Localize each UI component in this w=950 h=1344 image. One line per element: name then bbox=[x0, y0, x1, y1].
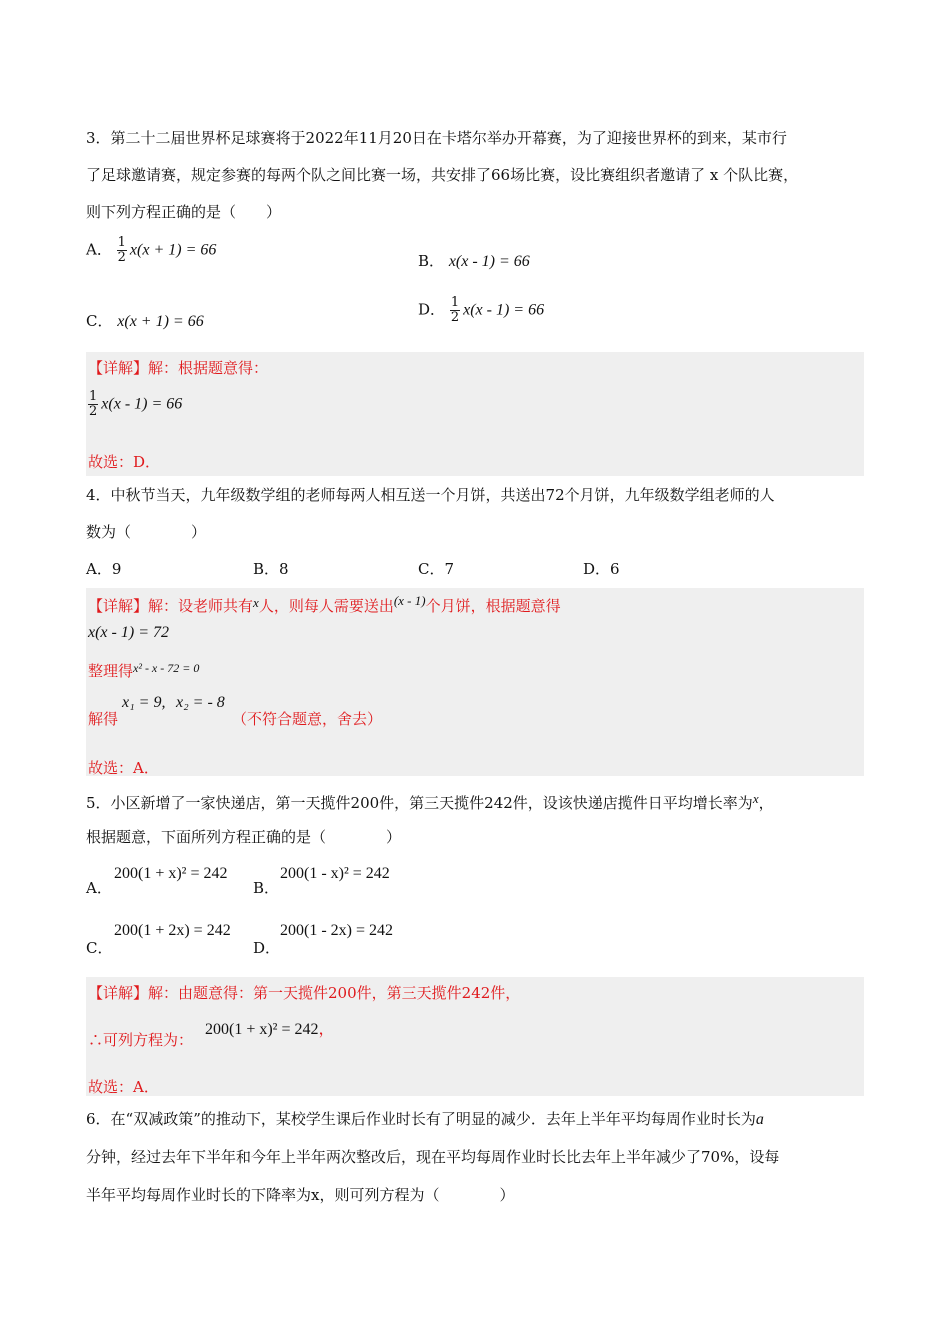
q5-option-d-label[interactable]: D． bbox=[253, 939, 281, 957]
q3-option-d[interactable] bbox=[418, 296, 544, 325]
q5-option-c-expression[interactable]: 200(1 + 2x) = 242 bbox=[114, 922, 231, 939]
q4-option-c[interactable]: C．7 bbox=[418, 560, 455, 578]
q6-stem-line3: 半年平均每周作业时长的下降率为x，则可列方程为（ ） bbox=[86, 1186, 515, 1204]
q4-root-2: x₂ = - 8 bbox=[176, 694, 225, 711]
q4-answer: 故选：A． bbox=[88, 759, 159, 777]
q5-answer: 故选：A． bbox=[88, 1078, 159, 1096]
option-label: B． bbox=[418, 252, 445, 270]
option-expression: x(x + 1) = 66 bbox=[129, 241, 217, 259]
q5-option-b-label[interactable]: B． bbox=[253, 879, 280, 897]
q5-detail-line-2: ∴可列方程为： bbox=[88, 1031, 194, 1049]
fraction: $\frac{1}{2}$ bbox=[450, 295, 460, 325]
q3-stem-line1: 3．第二十二届世界杯足球赛将于2022年11月20日在卡塔尔举办开幕赛，为了迎接世界杯的到来，某市行 bbox=[86, 129, 787, 147]
option-expression: x(x - 1) = 66 bbox=[463, 301, 545, 319]
q5-stem-line1: 5．小区新增了一家快递店，第一天揽件200件，第三天揽件242件，设该快递店揽件日平均增长率为x， bbox=[86, 791, 774, 812]
q4-option-a[interactable]: A．9 bbox=[86, 560, 122, 578]
q5-option-a-label[interactable]: A． bbox=[86, 879, 112, 897]
q5-stem-line2: 根据题意，下面所列方程正确的是（ ） bbox=[86, 828, 402, 846]
detail-tag: 【详解】 bbox=[88, 984, 149, 1002]
detail-tag: 【详解】 bbox=[88, 359, 149, 377]
q5-option-a-expression[interactable]: 200(1 + x)² = 242 bbox=[114, 865, 228, 882]
q4-option-d[interactable]: D．6 bbox=[583, 560, 620, 578]
detail-text: 解：根据题意得： bbox=[148, 359, 269, 377]
q5-option-d-expression[interactable]: 200(1 - 2x) = 242 bbox=[280, 922, 394, 939]
q4-stem-line1: 4．中秋节当天，九年级数学组的老师每两人相互送一个月饼，共送出72个月饼，九年级数学组老师的人 bbox=[86, 486, 775, 504]
q3-detail-line bbox=[88, 357, 268, 378]
option-label: A． bbox=[86, 240, 112, 259]
q3-option-b[interactable] bbox=[418, 250, 530, 271]
q3-option-a[interactable] bbox=[86, 236, 216, 265]
q5-detail-line: 【详解】解：由题意得：第一天揽件200件，第三天揽件242件， bbox=[88, 984, 521, 1002]
q5-detail-equation: 200(1 + x)² = 242， bbox=[205, 1021, 335, 1038]
fraction: $\frac{1}{2}$ bbox=[117, 235, 126, 265]
q4-solution-box bbox=[86, 588, 864, 776]
q4-stem-line2: 数为（ ） bbox=[86, 523, 207, 541]
option-expression: x(x - 1) = 66 bbox=[448, 253, 530, 270]
option-label: D． bbox=[418, 300, 446, 319]
q4-equation-1: x(x - 1) = 72 bbox=[88, 624, 169, 641]
option-expression: x(x + 1) = 66 bbox=[117, 313, 204, 330]
q6-stem-line1: 6．在“双减政策”的推动下，某校学生课后作业时长有了明显的减少．去年上半年平均每周作业时长为a bbox=[86, 1110, 764, 1128]
q4-root-1: x₁ = 9, bbox=[122, 694, 166, 711]
q4-rejection-note: （不符合题意，舍去） bbox=[232, 710, 383, 728]
option-label: C． bbox=[86, 312, 113, 330]
q4-detail-line: 【详解】解：设老师共有x人，则每人需要送出(x - 1)个月饼，根据题意得 bbox=[88, 593, 561, 615]
q5-option-b-expression[interactable]: 200(1 - x)² = 242 bbox=[280, 865, 390, 882]
q4-equation-3-line: 解得 bbox=[88, 710, 119, 728]
q6-stem-line2: 分钟，经过去年下半年和今年上半年两次整改后，现在平均每周作业时长比去年上半年减少了70%，设每 bbox=[86, 1148, 780, 1166]
q3-detail-equation: $\frac{1}{2}$ x(x - 1) = 66 bbox=[89, 389, 183, 419]
q3-stem-line3: 则下列方程正确的是（ ） bbox=[86, 203, 282, 221]
detail-tag: 【详解】 bbox=[88, 597, 149, 615]
q3-stem-line2: 了足球邀请赛，规定参赛的每两个队之间比赛一场，共安排了66场比赛，设比赛组织者邀请了 x 个队比赛， bbox=[86, 166, 799, 184]
q5-option-c-label[interactable]: C． bbox=[86, 939, 113, 957]
fraction: $\frac{1}{2}$ bbox=[89, 389, 98, 419]
q3-answer: 故选：D． bbox=[88, 453, 161, 471]
q4-equation-2-line: 整理得$^{x^2 - x - 72 = 0}$ bbox=[88, 661, 200, 680]
q4-option-b[interactable]: B．8 bbox=[253, 560, 289, 578]
q3-option-c[interactable] bbox=[86, 310, 204, 331]
